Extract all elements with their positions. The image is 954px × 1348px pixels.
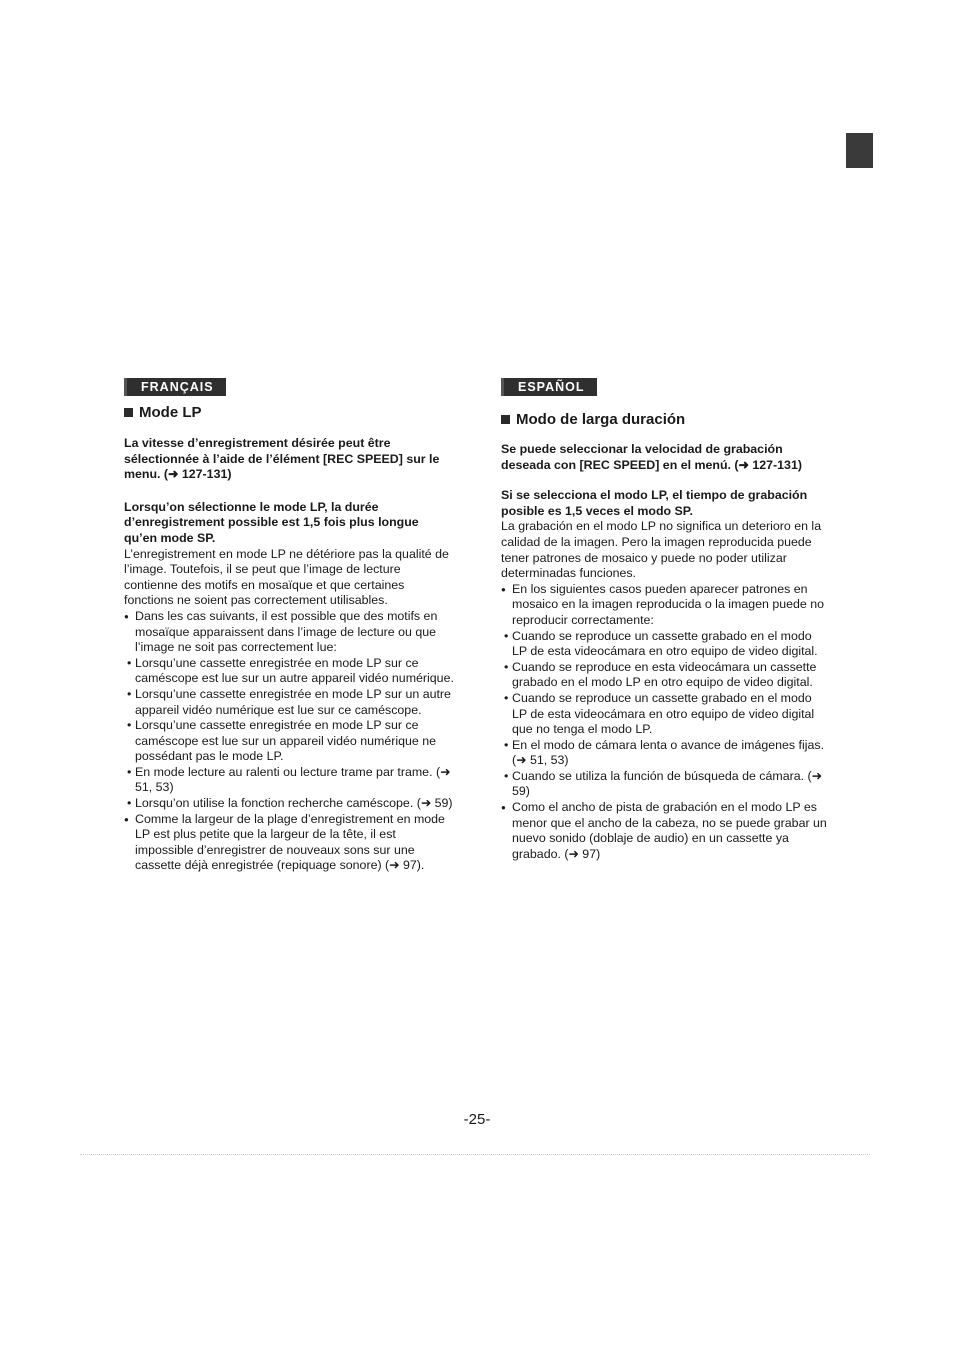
- square-bullet-icon: [124, 408, 133, 417]
- list-item: • En el modo de cámara lenta o avance de imágenes fijas. (➜ 51, 53): [501, 738, 827, 769]
- list-item: ● Como el ancho de pista de grabación en el modo LP es menor que el ancho de la cabeza, no se puede grabar un nuevo sonido (doblaje de audio) en un cassette ya grabado. (➜ 97): [501, 800, 827, 862]
- french-column: [124, 378, 454, 874]
- section-title-spanish: [501, 411, 827, 428]
- list-item: • Cuando se reproduce en esta videocámara un cassette grabado en el modo LP en otro equipo de video digital.: [501, 660, 827, 691]
- lead-heading: Si se selecciona el modo LP, el tiempo de grabación posible es 1,5 veces el modo SP.: [501, 488, 808, 518]
- footer-divider: [80, 1154, 870, 1155]
- sub-bullet-list: [501, 629, 827, 801]
- intro-paragraph: La vitesse d’enregistrement désirée peut être sélectionnée à l’aide de l’élément [REC SPEED] sur le menu. (➜ 127-131): [124, 436, 440, 482]
- section-title-french: [124, 404, 454, 421]
- language-badge-spanish: ESPAÑOL: [501, 378, 597, 396]
- list-item: • En mode lecture au ralenti ou lecture trame par trame. (➜ 51, 53): [124, 765, 454, 796]
- list-item: • Cuando se utiliza la función de búsqueda de cámara. (➜ 59): [501, 769, 827, 800]
- list-item: ● En los siguientes casos pueden aparecer patrones en mosaico en la imagen reproducida o la imagen puede no reproducir correctamente:: [501, 582, 827, 629]
- lead-heading: Lorsqu’on sélectionne le mode LP, la durée d’enregistrement possible est 1,5 fois plus longue qu’en mode SP.: [124, 499, 419, 545]
- page-edge-tab: [846, 133, 873, 168]
- section-title-text: Modo de larga duración: [516, 411, 686, 428]
- bullet-list: [501, 582, 827, 863]
- lead-paragraph: La grabación en el modo LP no significa un deterioro en la calidad de la imagen. Pero la imagen reproducida puede tener patrones de mosaico y puede no poder utilizar determinadas funciones.: [501, 519, 822, 581]
- spanish-column: [501, 378, 827, 862]
- list-item: • Lorsqu’une cassette enregistrée en mode LP sur ce caméscope est lue sur un autre appareil vidéo numérique.: [124, 656, 454, 687]
- list-item: • Lorsqu’une cassette enregistrée en mode LP sur un autre appareil vidéo numérique est lue sur ce caméscope.: [124, 687, 454, 718]
- language-badge-french: FRANÇAIS: [124, 378, 226, 396]
- list-item: ● Comme la largeur de la plage d’enregistrement en mode LP est plus petite que la largeur de la tête, il est impossible d’enregistrer de nouveaux sons sur une cassette déjà enregistrée (repiquage sonore) (➜ 97).: [124, 812, 454, 874]
- list-item: • Cuando se reproduce un cassette grabado en el modo LP de esta videocámara en otro equipo de video digital.: [501, 629, 827, 660]
- list-item: • Lorsqu’une cassette enregistrée en mode LP sur ce caméscope est lue sur un appareil vidéo numérique ne possédant pas le mode LP.: [124, 718, 454, 765]
- list-item: • Cuando se reproduce un cassette grabado en el modo LP de esta videocámara en otro equipo de video digital que no tenga el modo LP.: [501, 691, 827, 738]
- sub-list-container: [501, 629, 827, 801]
- list-item: ● Dans les cas suivants, il est possible que des motifs en mosaïque apparaissent dans l’image de lecture ou que l’image ne soit pas correctement lue:: [124, 609, 454, 656]
- intro-paragraph: Se puede seleccionar la velocidad de grabación deseada con [REC SPEED] en el menú. (➜ 127-131): [501, 442, 802, 472]
- sub-list-container: [124, 656, 454, 812]
- page-number: -25-: [463, 1111, 491, 1128]
- section-title-text: Mode LP: [139, 404, 202, 421]
- sub-bullet-list: [124, 656, 454, 812]
- square-bullet-icon: [501, 415, 510, 424]
- bullet-list: [124, 609, 454, 874]
- lead-paragraph: L’enregistrement en mode LP ne détériore pas la qualité de l’image. Toutefois, il se peut que l’image de lecture contienne des motifs en mosaïque et que certaines fonctions ne soient pas correctement utilisables.: [124, 546, 449, 608]
- list-item: • Lorsqu’on utilise la fonction recherche caméscope. (➜ 59): [124, 796, 454, 812]
